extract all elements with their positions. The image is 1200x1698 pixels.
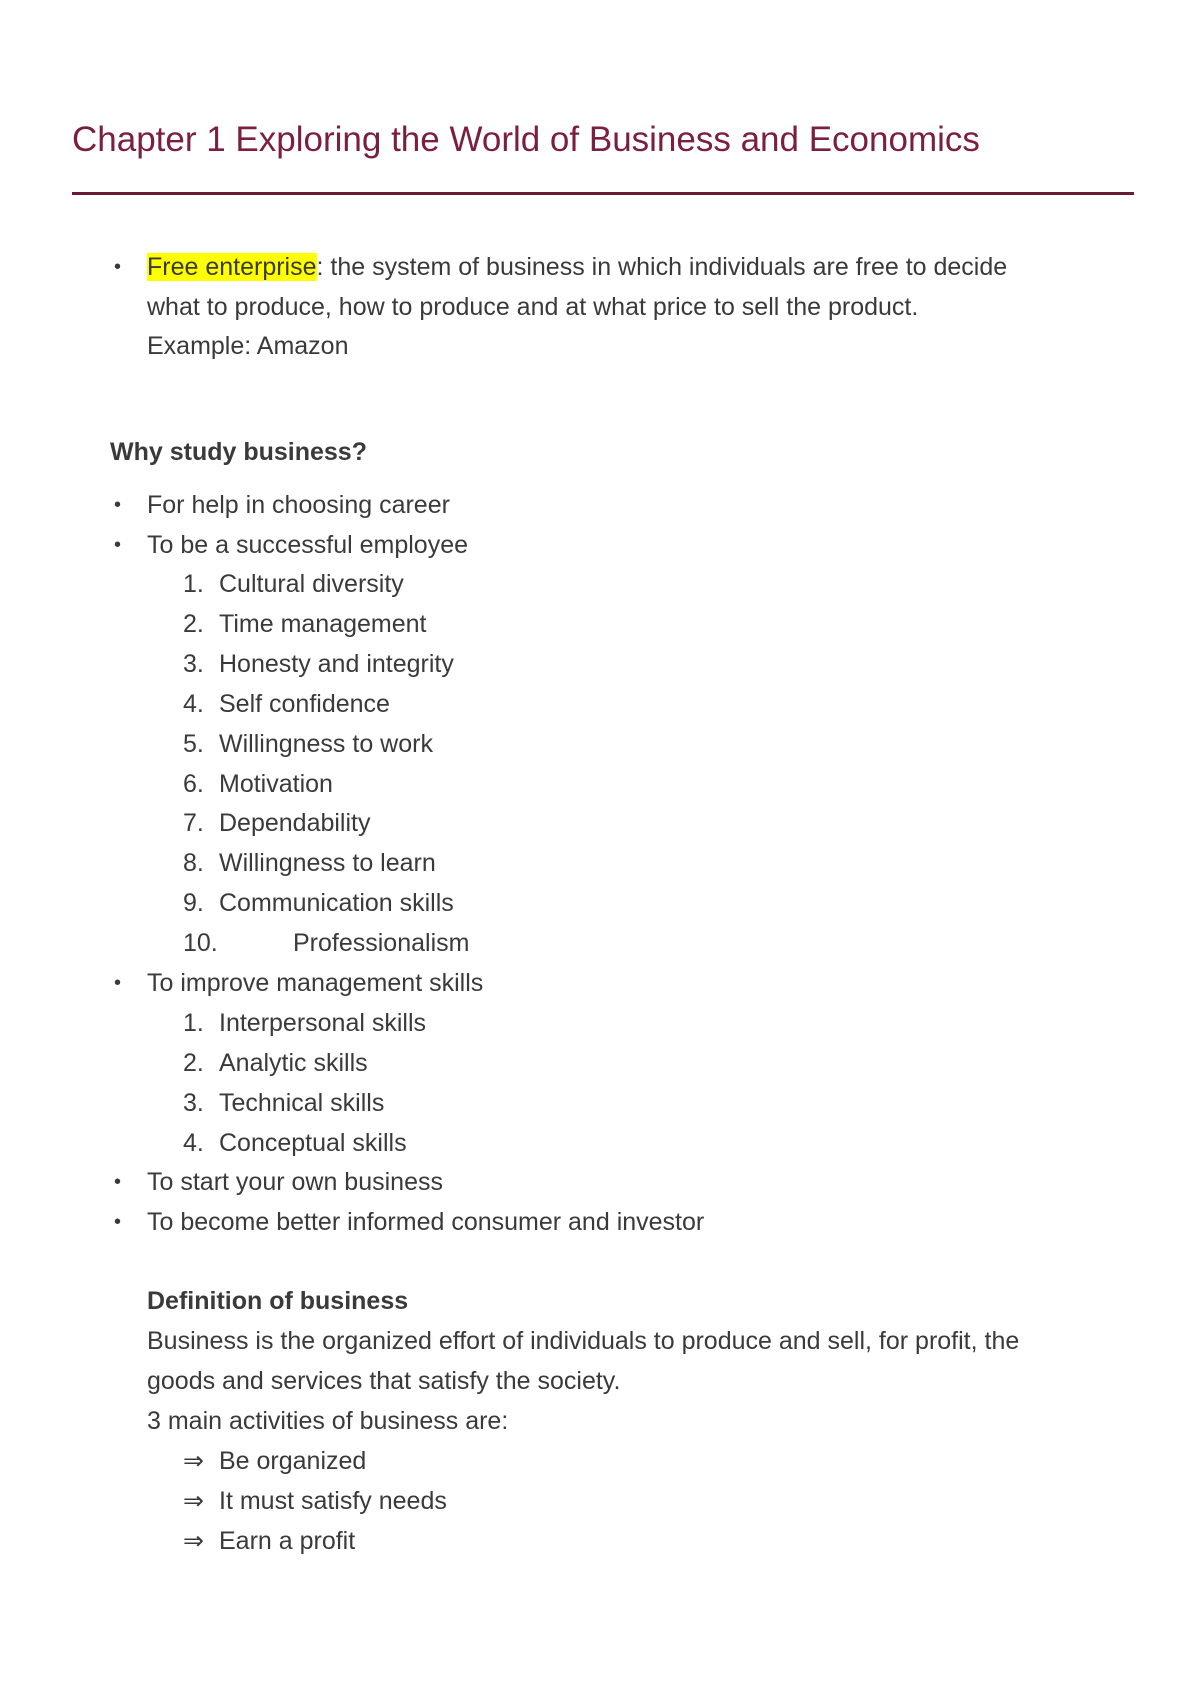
item-text: Analytic skills: [219, 1049, 368, 1077]
numbered-item: [183, 605, 427, 645]
item-number: 4.: [183, 1129, 204, 1157]
bullet-icon: •: [114, 534, 122, 556]
numbered-item: [183, 765, 333, 805]
numbered-item: [183, 1084, 384, 1124]
item-text: Interpersonal skills: [219, 1009, 427, 1037]
definition-heading: Definition of business: [147, 1287, 409, 1315]
item-text: Motivation: [219, 770, 333, 798]
bullet-icon: •: [114, 1211, 122, 1233]
title-divider: [72, 192, 1134, 195]
item-number: 7.: [183, 809, 204, 837]
numbered-item: [183, 685, 390, 725]
activity-item: [183, 1442, 366, 1482]
bullet-icon: •: [114, 256, 122, 278]
item-text: Honesty and integrity: [219, 650, 454, 678]
bullet-icon: •: [114, 972, 122, 994]
why-study-bullet: [114, 486, 450, 526]
item-number: 4.: [183, 690, 204, 718]
definition-line1: Business is the organized effort of individuals to produce and sell, for profit, the: [147, 1327, 1020, 1355]
item-text: Cultural diversity: [219, 570, 404, 598]
bullet-text: To be a successful employee: [147, 531, 469, 559]
free-enterprise-definition-line1: : the system of business in which individuals are free to decide: [316, 253, 1008, 281]
item-number: 6.: [183, 770, 204, 798]
numbered-item: [183, 924, 469, 964]
item-text: Dependability: [219, 809, 371, 837]
bullet-text: To become better informed consumer and investor: [147, 1208, 705, 1236]
numbered-item: [183, 645, 454, 685]
numbered-item: [183, 1124, 407, 1164]
item-number: 3.: [183, 650, 204, 678]
free-enterprise-term: Free enterprise: [147, 253, 317, 281]
bullet-text: To improve management skills: [147, 969, 484, 997]
implies-arrow-icon: ⇒: [183, 1487, 204, 1515]
activity-text: Be organized: [219, 1447, 367, 1475]
why-study-bullet: [114, 526, 469, 566]
item-text: Professionalism: [293, 929, 470, 957]
item-number: 3.: [183, 1089, 204, 1117]
item-number: 8.: [183, 849, 204, 877]
free-enterprise-example: Example: Amazon: [147, 332, 349, 360]
numbered-item: [183, 1044, 368, 1084]
free-enterprise-definition-line2: what to produce, how to produce and at what price to sell the product.: [147, 293, 919, 321]
item-number: 1.: [183, 570, 204, 598]
bullet-icon: •: [114, 494, 122, 516]
item-number: 5.: [183, 730, 204, 758]
numbered-item: [183, 884, 454, 924]
item-number: 2.: [183, 610, 204, 638]
item-text: Willingness to learn: [219, 849, 436, 877]
item-text: Time management: [219, 610, 427, 638]
item-number: 9.: [183, 889, 204, 917]
bullet-icon: •: [114, 1171, 122, 1193]
item-number: 1.: [183, 1009, 204, 1037]
numbered-item: [183, 565, 404, 605]
item-text: Willingness to work: [219, 730, 433, 758]
numbered-item: [183, 804, 371, 844]
why-study-bullet: [114, 1203, 705, 1243]
item-text: Technical skills: [219, 1089, 385, 1117]
activities-intro: 3 main activities of business are:: [147, 1407, 509, 1435]
item-text: Communication skills: [219, 889, 454, 917]
free-enterprise-item: [114, 248, 1008, 288]
why-study-bullet: [114, 1163, 443, 1203]
implies-arrow-icon: ⇒: [183, 1447, 204, 1475]
activity-item: [183, 1482, 447, 1522]
numbered-item: [183, 844, 436, 884]
why-study-heading: Why study business?: [110, 438, 367, 466]
page-title: Chapter 1 Exploring the World of Business and Economics: [72, 120, 980, 159]
activity-text: Earn a profit: [219, 1527, 356, 1555]
item-number: 10.: [183, 929, 218, 957]
definition-line2: goods and services that satisfy the society.: [147, 1367, 621, 1395]
activity-item: [183, 1522, 355, 1562]
implies-arrow-icon: ⇒: [183, 1527, 204, 1555]
activity-text: It must satisfy needs: [219, 1487, 447, 1515]
numbered-item: [183, 725, 433, 765]
item-number: 2.: [183, 1049, 204, 1077]
bullet-text: To start your own business: [147, 1168, 443, 1196]
item-text: Self confidence: [219, 690, 390, 718]
bullet-text: For help in choosing career: [147, 491, 450, 519]
why-study-bullet: [114, 964, 484, 1004]
numbered-item: [183, 1004, 426, 1044]
item-text: Conceptual skills: [219, 1129, 407, 1157]
